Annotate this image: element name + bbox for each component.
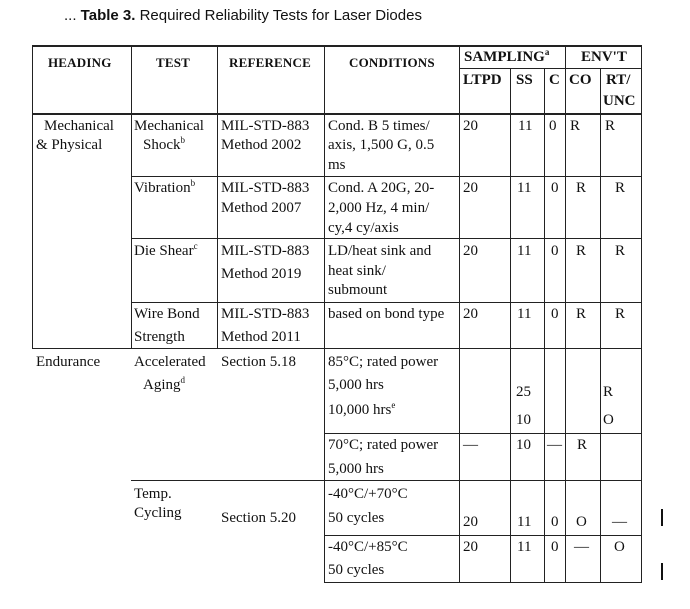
ss-cycling85: 11 xyxy=(517,539,532,555)
ltpd-aging70: — xyxy=(463,437,478,453)
cond-aging-3 xyxy=(328,400,395,420)
rule-col-conditions xyxy=(324,45,325,583)
test-aging-1: Accelerated xyxy=(134,354,206,370)
ss-aging-2: 10 xyxy=(516,412,531,428)
ref-shock-1: MIL-STD-883 xyxy=(221,118,310,134)
cond-aging-2: 5,000 hrs xyxy=(328,377,384,393)
rule-col-ltpd xyxy=(459,45,460,583)
header-ss: SS xyxy=(516,72,533,88)
ltpd-cycling85: 20 xyxy=(463,539,478,555)
ref-wirebond-2: Method 2011 xyxy=(221,329,301,345)
test-aging-note: d xyxy=(180,375,185,385)
header-sampling-note: a xyxy=(544,47,550,57)
cond-cycling85-2: 50 cycles xyxy=(328,562,385,578)
cond-vibration-1: Cond. A 20G, 20- xyxy=(328,180,435,196)
ref-shock-2: Method 2002 xyxy=(221,137,302,153)
c-aging70: — xyxy=(547,437,562,453)
rule-row-endurance xyxy=(32,348,642,349)
cond-aging70-2: 5,000 hrs xyxy=(328,461,384,477)
ss-wirebond: 11 xyxy=(517,306,532,322)
header-sampling-label: SAMPLING xyxy=(464,49,545,65)
co-dieshear: R xyxy=(576,243,587,259)
rule-bottom xyxy=(324,582,642,583)
rt-vibration: R xyxy=(615,180,626,196)
rule-col-reference xyxy=(217,45,218,349)
rt-cycling: — xyxy=(612,514,627,530)
cond-vibration-3: cy,4 cy/axis xyxy=(328,220,399,236)
c-wirebond: 0 xyxy=(551,306,559,322)
ref-dieshear-2: Method 2019 xyxy=(221,266,302,282)
ltpd-cycling: 20 xyxy=(463,514,478,530)
rule-top xyxy=(32,45,642,47)
header-rt: RT/ xyxy=(606,72,631,88)
ref-cycling: Section 5.20 xyxy=(221,510,296,526)
rt-aging-2: O xyxy=(603,412,614,428)
ref-vibration-2: Method 2007 xyxy=(221,200,302,216)
cond-shock-1: Cond. B 5 times/ xyxy=(328,118,430,134)
co-shock: R xyxy=(570,118,581,134)
test-shock-line1: Mechanical xyxy=(134,118,204,134)
test-shock-note: b xyxy=(180,135,185,145)
header-heading: HEADING xyxy=(48,55,112,70)
co-cycling: O xyxy=(576,514,587,530)
test-aging-label: Aging xyxy=(143,377,181,393)
ltpd-vibration: 20 xyxy=(463,180,478,196)
header-sampling xyxy=(464,47,549,67)
co-aging70: R xyxy=(577,437,588,453)
cond-vibration-2: 2,000 Hz, 4 min/ xyxy=(328,200,430,216)
test-shock-label: Shock xyxy=(143,137,181,153)
test-aging-2 xyxy=(143,375,185,395)
change-bar-1 xyxy=(661,509,663,526)
cond-dieshear-1: LD/heat sink and xyxy=(328,243,432,259)
test-wirebond-2: Strength xyxy=(134,329,185,345)
rule-row-aging70 xyxy=(324,433,642,434)
cond-cycling85-1: -40°C/+85°C xyxy=(328,539,408,555)
rule-col-test xyxy=(131,45,132,349)
ss-cycling: 11 xyxy=(517,514,532,530)
heading-physical: & Physical xyxy=(36,137,103,153)
ss-dieshear: 11 xyxy=(517,243,532,259)
c-shock: 0 xyxy=(549,118,557,134)
co-cycling85: — xyxy=(574,539,589,555)
rt-wirebond: R xyxy=(615,306,626,322)
cond-cycling-2: 50 cycles xyxy=(328,510,385,526)
c-dieshear: 0 xyxy=(551,243,559,259)
ss-shock: 11 xyxy=(518,118,533,134)
caption-label: Table 3. xyxy=(80,7,136,24)
test-cycling-2: Cycling xyxy=(134,505,182,521)
cond-cycling-1: -40°C/+70°C xyxy=(328,486,408,502)
rule-col-ss xyxy=(510,68,511,583)
caption-prefix: ... xyxy=(64,7,81,24)
ref-dieshear-1: MIL-STD-883 xyxy=(221,243,310,259)
rule-sampling xyxy=(460,68,642,69)
header-reference: REFERENCE xyxy=(229,55,311,70)
caption-title: Required Reliability Tests for Laser Diodes xyxy=(135,7,422,24)
rule-row-cycling85 xyxy=(324,535,642,536)
test-dieshear-label: Die Shear xyxy=(134,243,194,259)
cond-wirebond: based on bond type xyxy=(328,306,445,322)
co-wirebond: R xyxy=(576,306,587,322)
cond-dieshear-3: submount xyxy=(328,282,388,298)
cond-aging-3-label: 10,000 hrs xyxy=(328,402,392,418)
rule-left xyxy=(32,45,33,349)
rule-col-co xyxy=(565,45,566,583)
cond-shock-3: ms xyxy=(328,157,346,173)
ltpd-dieshear: 20 xyxy=(463,243,478,259)
test-cycling-1: Temp. xyxy=(134,486,172,502)
heading-mechanical: Mechanical xyxy=(44,118,114,134)
header-c: C xyxy=(549,72,560,88)
rule-col-rt xyxy=(600,68,601,583)
ref-wirebond-1: MIL-STD-883 xyxy=(221,306,310,322)
test-dieshear xyxy=(134,241,198,261)
rule-header-bottom xyxy=(32,113,642,115)
test-vibration-label: Vibration xyxy=(134,180,191,196)
ref-vibration-1: MIL-STD-883 xyxy=(221,180,310,196)
header-unc: UNC xyxy=(603,93,636,109)
heading-endurance: Endurance xyxy=(36,354,101,370)
change-bar-2 xyxy=(661,563,663,580)
ref-aging: Section 5.18 xyxy=(221,354,296,370)
rt-shock: R xyxy=(605,118,616,134)
test-wirebond-1: Wire Bond xyxy=(134,306,200,322)
test-dieshear-note: c xyxy=(193,241,198,251)
c-cycling85: 0 xyxy=(551,539,559,555)
test-vibration-note: b xyxy=(190,178,196,188)
cond-aging-3-note: e xyxy=(391,400,396,410)
test-vibration xyxy=(134,178,195,198)
header-ltpd: LTPD xyxy=(463,72,502,88)
header-co: CO xyxy=(569,72,592,88)
test-shock-line2 xyxy=(143,135,185,155)
rt-cycling85: O xyxy=(614,539,625,555)
c-cycling: 0 xyxy=(551,514,559,530)
header-env: ENV'T xyxy=(581,49,627,65)
rt-aging-1: R xyxy=(603,384,614,400)
rule-col-c xyxy=(544,68,545,583)
cond-aging-1: 85°C; rated power xyxy=(328,354,439,370)
c-vibration: 0 xyxy=(551,180,559,196)
header-test: TEST xyxy=(156,55,191,70)
co-vibration: R xyxy=(576,180,587,196)
ltpd-shock: 20 xyxy=(463,118,478,134)
cond-shock-2: axis, 1,500 G, 0.5 xyxy=(328,137,435,153)
rule-right xyxy=(641,45,642,583)
ss-vibration: 11 xyxy=(517,180,532,196)
rt-dieshear: R xyxy=(615,243,626,259)
cond-dieshear-2: heat sink/ xyxy=(328,263,386,279)
header-conditions: CONDITIONS xyxy=(349,55,435,70)
ss-aging70: 10 xyxy=(516,437,531,453)
ss-aging-1: 25 xyxy=(516,384,531,400)
cond-aging70-1: 70°C; rated power xyxy=(328,437,439,453)
ltpd-wirebond: 20 xyxy=(463,306,478,322)
